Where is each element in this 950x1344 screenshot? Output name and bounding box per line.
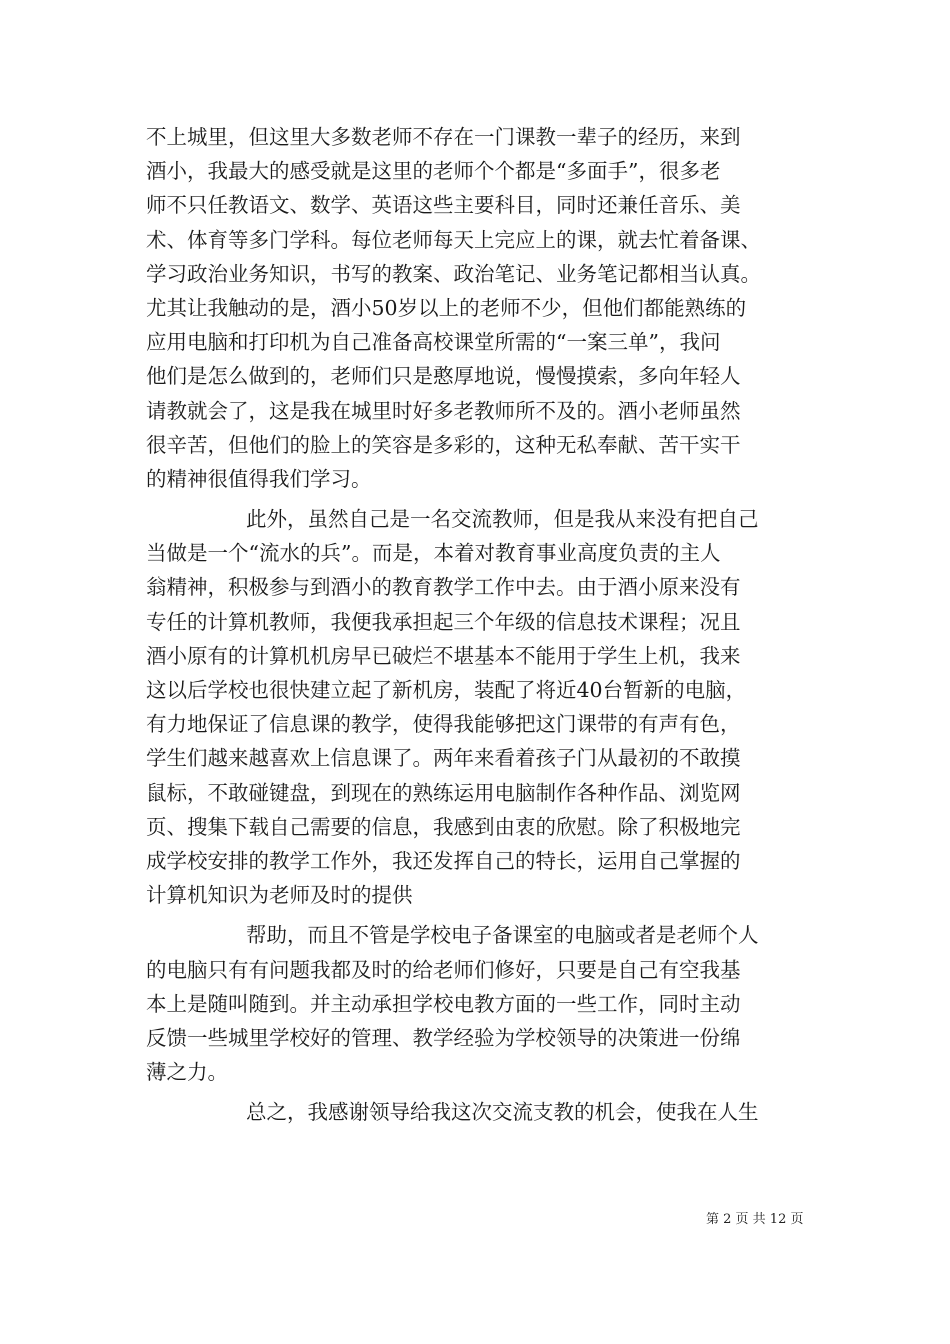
text-line: 的电脑只有有问题我都及时的给老师们修好，只要是自己有空我基 xyxy=(146,957,741,982)
text-line: 此外，虽然自己是一名交流教师，但是我从来没有把自己 xyxy=(246,507,759,532)
paragraph xyxy=(146,502,816,912)
text-line: 的精神很值得我们学习。 xyxy=(146,466,372,491)
text-line: 当做是一个“流水的兵”。而是，本着对教育事业高度负责的主人 xyxy=(146,541,721,566)
text-line: 他们是怎么做到的，老师们只是憨厚地说，慢慢摸索，多向年轻人 xyxy=(146,364,741,389)
text-line: 酒小原有的计算机机房早已破烂不堪基本不能用于学生上机，我来 xyxy=(146,643,741,668)
text-line: 帮助，而且不管是学校电子备课室的电脑或者是老师个人 xyxy=(246,923,759,948)
text-line: 很辛苦，但他们的脸上的笑容是多彩的，这种无私奉献、苦干实干 xyxy=(146,432,741,457)
text-line: 总之，我感谢领导给我这次交流支教的机会，使我在人生 xyxy=(246,1100,759,1125)
text-line: 学生们越来越喜欢上信息课了。两年来看着孩子门从最初的不敢摸 xyxy=(146,746,741,771)
text-line: 薄之力。 xyxy=(146,1060,228,1085)
text-line: 有力地保证了信息课的教学，使得我能够把这门课带的有声有色， xyxy=(146,712,741,737)
page-number: 第 2 页 共 12 页 xyxy=(706,1212,804,1227)
text-line: 请教就会了，这是我在城里时好多老教师所不及的。酒小老师虽然 xyxy=(146,398,741,423)
text-line: 这以后学校也很快建立起了新机房，装配了将近40台暂新的电脑， xyxy=(146,678,747,702)
text-line: 翁精神，积极参与到酒小的教育教学工作中去。由于酒小原来没有 xyxy=(146,575,741,600)
paragraph xyxy=(146,120,816,496)
text-line: 师不只任教语文、数学、英语这些主要科目，同时还兼任音乐、美 xyxy=(146,193,741,218)
text-line: 成学校安排的教学工作外，我还发挥自己的特长，运用自己掌握的 xyxy=(146,848,741,873)
text-line: 酒小，我最大的感受就是这里的老师个个都是“多面手”，很多老 xyxy=(146,159,721,184)
text-line: 本上是随叫随到。并主动承担学校电教方面的一些工作，同时主动 xyxy=(146,991,741,1016)
document-body xyxy=(146,120,816,1135)
text-line: 专任的计算机教师，我便我承担起三个年级的信息技术课程；况且 xyxy=(146,609,741,634)
text-line: 尤其让我触动的是，酒小50岁以上的老师不少，但他们都能熟练的 xyxy=(146,295,747,320)
text-line: 页、搜集下载自己需要的信息，我感到由衷的欣慰。除了积极地完 xyxy=(146,814,741,839)
text-line: 应用电脑和打印机为自己准备高校课堂所需的“一案三单”，我问 xyxy=(146,330,721,355)
text-line: 反馈一些城里学校好的管理、教学经验为学校领导的决策进一份绵 xyxy=(146,1025,741,1050)
text-line: 鼠标，不敢碰键盘，到现在的熟练运用电脑制作各种作品、浏览网 xyxy=(146,780,741,805)
text-line: 学习政治业务知识，书写的教案、政治笔记、业务笔记都相当认真。 xyxy=(146,261,761,286)
text-line: 不上城里，但这里大多数老师不存在一门课教一辈子的经历，来到 xyxy=(146,125,741,149)
text-line: 术、体育等多门学科。每位老师每天上完应上的课，就去忙着备课、 xyxy=(146,227,761,252)
text-line: 计算机知识为老师及时的提供 xyxy=(146,883,413,908)
paragraph xyxy=(146,918,816,1089)
paragraph xyxy=(146,1095,816,1129)
